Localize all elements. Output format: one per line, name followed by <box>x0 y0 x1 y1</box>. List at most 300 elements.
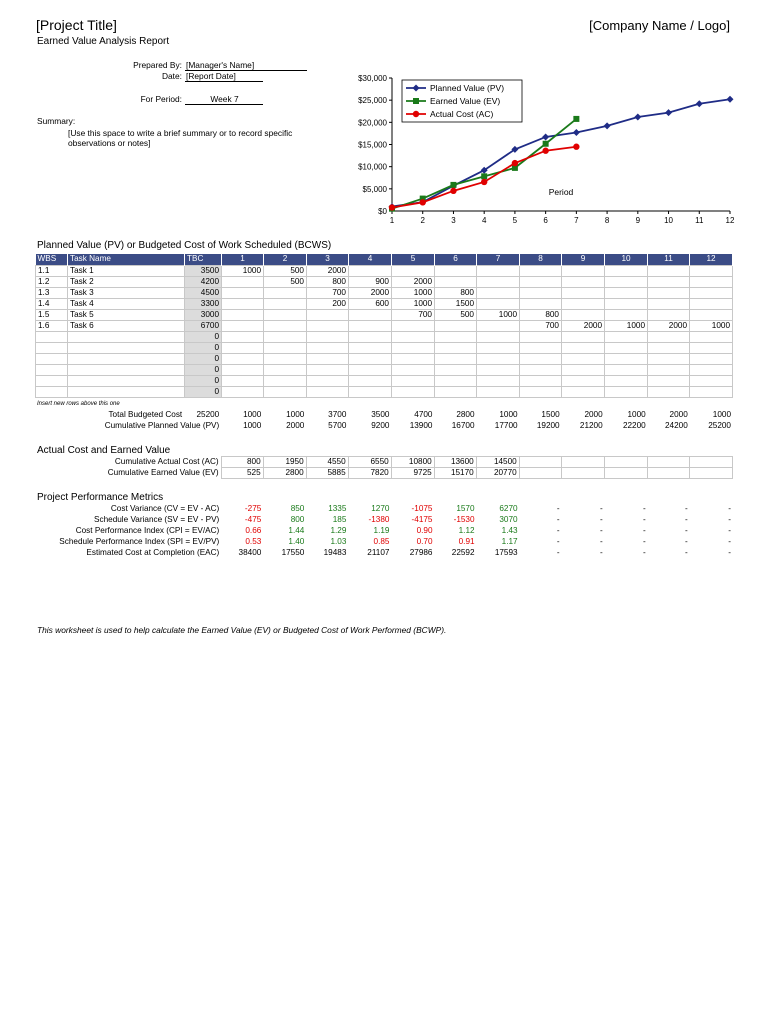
metric-value: 1.03 <box>330 536 347 546</box>
pv-cell[interactable] <box>264 375 307 386</box>
cumulative-ev-cell[interactable]: 15170 <box>434 468 476 479</box>
metric-value: -1380 <box>368 514 390 524</box>
pv-cell[interactable] <box>392 342 435 353</box>
metric-row <box>35 503 733 514</box>
pv-cell[interactable] <box>605 309 648 320</box>
pv-cell[interactable] <box>435 364 477 375</box>
total-budgeted-cell: 1000 <box>243 409 262 419</box>
pv-cell[interactable] <box>307 309 349 320</box>
pv-cell[interactable]: 800 <box>520 309 562 320</box>
pv-cell[interactable] <box>477 265 520 276</box>
pv-cell[interactable]: 2000 <box>349 287 392 298</box>
pv-cell[interactable] <box>349 265 392 276</box>
pv-cell[interactable] <box>435 386 477 397</box>
metric-value: - <box>728 525 731 535</box>
pv-cell[interactable] <box>349 309 392 320</box>
metric-value: 1.29 <box>330 525 347 535</box>
pv-cell[interactable] <box>605 276 648 287</box>
pv-cell[interactable] <box>222 353 264 364</box>
pv-cell[interactable] <box>435 276 477 287</box>
cumulative-ev-cell[interactable]: 525 <box>221 468 263 479</box>
date-field[interactable]: [Report Date] <box>185 71 263 82</box>
pv-cell[interactable] <box>477 375 520 386</box>
cumulative-ev-cell[interactable]: 5885 <box>306 468 348 479</box>
metric-value: - <box>643 547 646 557</box>
y-tick-label: $10,000 <box>358 162 387 172</box>
metric-label: Schedule Variance (SV = EV - PV) <box>94 514 220 524</box>
pv-cell[interactable] <box>307 331 349 342</box>
pv-cell[interactable] <box>307 342 349 353</box>
x-tick-label: 4 <box>481 216 487 225</box>
pv-cell[interactable] <box>392 265 435 276</box>
cumulative-ev-cell[interactable]: 2800 <box>263 468 306 479</box>
pv-cell[interactable]: 700 <box>520 320 562 331</box>
pv-data-point <box>665 109 672 116</box>
x-tick-label: 9 <box>635 216 641 225</box>
task-name-cell[interactable] <box>68 386 185 397</box>
pv-cell[interactable] <box>392 375 435 386</box>
metric-value: 1335 <box>328 503 347 513</box>
cumulative-pv-cell: 2000 <box>286 420 305 430</box>
pv-cell[interactable] <box>477 331 520 342</box>
wbs-cell[interactable] <box>36 342 68 353</box>
pv-cell[interactable] <box>520 287 562 298</box>
cumulative-pv-cell: 17700 <box>494 420 518 430</box>
pv-cell[interactable]: 700 <box>307 287 349 298</box>
cumulative-ac-cell[interactable]: 800 <box>221 457 263 468</box>
pv-cell[interactable]: 800 <box>435 287 477 298</box>
total-budgeted-cell: 3700 <box>328 409 347 419</box>
pv-cell[interactable] <box>435 320 477 331</box>
tbc-cell: 0 <box>185 364 222 375</box>
pv-cell[interactable] <box>562 342 605 353</box>
pv-cell[interactable] <box>690 298 733 309</box>
pv-cell[interactable] <box>648 309 690 320</box>
pv-cell[interactable]: 1000 <box>605 320 648 331</box>
wbs-cell[interactable] <box>36 353 68 364</box>
metric-value: 0.90 <box>416 525 433 535</box>
pv-cell[interactable] <box>520 364 562 375</box>
y-tick-label: $20,000 <box>358 118 387 128</box>
pv-cell[interactable] <box>648 375 690 386</box>
pv-cell[interactable] <box>477 276 520 287</box>
pv-cell[interactable] <box>605 287 648 298</box>
pv-cell[interactable] <box>690 265 733 276</box>
metric-value: - <box>685 525 688 535</box>
pv-cell[interactable] <box>264 287 307 298</box>
task-name-cell[interactable]: Task 3 <box>68 287 185 298</box>
pv-cell[interactable] <box>605 386 648 397</box>
metric-value: 1.43 <box>501 525 518 535</box>
pv-cell[interactable] <box>349 386 392 397</box>
total-tbc-value: 25200 <box>196 409 220 419</box>
pv-cell[interactable] <box>264 298 307 309</box>
pv-cell[interactable]: 1000 <box>690 320 733 331</box>
pv-cell[interactable] <box>222 320 264 331</box>
pv-cell[interactable] <box>690 287 733 298</box>
cumulative-pv-cell: 19200 <box>536 420 560 430</box>
pv-cell[interactable] <box>605 331 648 342</box>
total-budgeted-cell: 1000 <box>712 409 731 419</box>
pv-cell[interactable] <box>477 364 520 375</box>
pv-cell[interactable] <box>392 386 435 397</box>
cumulative-ev-cell[interactable]: 20770 <box>476 468 519 479</box>
metric-value: 0.91 <box>458 536 475 546</box>
pv-cell[interactable] <box>349 342 392 353</box>
pv-cell[interactable] <box>264 386 307 397</box>
pv-cell[interactable] <box>648 298 690 309</box>
pv-cell[interactable] <box>349 353 392 364</box>
pv-cell[interactable] <box>435 342 477 353</box>
pv-cell[interactable] <box>648 265 690 276</box>
x-tick-label: 1 <box>389 216 395 225</box>
total-budgeted-cost-row <box>35 409 733 420</box>
cumulative-ac-cell[interactable] <box>519 457 561 468</box>
pv-cell[interactable] <box>264 342 307 353</box>
tbc-cell: 0 <box>185 375 222 386</box>
pv-cell[interactable] <box>648 276 690 287</box>
footnote: This worksheet is used to help calculate the Earned Value (EV) or Budgeted Cost of Work Performed (BCWP). <box>37 625 447 635</box>
metric-value: - <box>556 514 560 524</box>
tbc-cell: 0 <box>185 342 222 353</box>
tbc-cell: 4500 <box>185 287 222 298</box>
pv-cell[interactable] <box>520 375 562 386</box>
wbs-cell[interactable]: 1.2 <box>36 276 68 287</box>
pv-cell[interactable] <box>562 298 605 309</box>
pv-cell[interactable] <box>690 309 733 320</box>
pv-cell[interactable] <box>435 375 477 386</box>
y-tick-label: $25,000 <box>358 96 387 106</box>
metric-value: - <box>643 503 646 513</box>
pv-cell[interactable] <box>435 353 477 364</box>
total-budgeted-cell: 2000 <box>669 409 688 419</box>
pv-cell[interactable] <box>392 353 435 364</box>
prepared-by-field[interactable]: [Manager's Name] <box>185 60 307 71</box>
pv-cell[interactable] <box>605 353 648 364</box>
pv-cell[interactable] <box>562 287 605 298</box>
cumulative-ac-cell[interactable]: 6550 <box>348 457 391 468</box>
wbs-cell[interactable]: 1.1 <box>36 265 68 276</box>
cumulative-ev-cell[interactable] <box>647 468 689 479</box>
pv-cell[interactable]: 700 <box>392 309 435 320</box>
metric-value: 3070 <box>499 514 518 524</box>
pv-cell[interactable]: 2000 <box>648 320 690 331</box>
pv-cell[interactable] <box>690 342 733 353</box>
ac-ev-table <box>35 456 733 479</box>
metric-value: -4175 <box>411 514 433 524</box>
pv-cell[interactable] <box>648 386 690 397</box>
total-budgeted-cell: 1000 <box>286 409 305 419</box>
pv-cell[interactable]: 800 <box>307 276 349 287</box>
table-row <box>36 287 733 298</box>
wbs-cell[interactable] <box>36 386 68 397</box>
x-tick-label: 12 <box>725 216 735 225</box>
metric-value: 1.19 <box>373 525 390 535</box>
pv-cell[interactable] <box>690 353 733 364</box>
task-name-cell[interactable]: Task 4 <box>68 298 185 309</box>
table-row <box>36 320 733 331</box>
cumulative-ac-cell[interactable]: 4550 <box>306 457 348 468</box>
ac-data-point <box>512 160 518 166</box>
total-budgeted-cell: 1500 <box>541 409 560 419</box>
pv-cell[interactable] <box>605 375 648 386</box>
pv-cell[interactable] <box>648 353 690 364</box>
pv-cell[interactable] <box>477 353 520 364</box>
pv-cell[interactable] <box>222 342 264 353</box>
tbc-cell: 0 <box>185 386 222 397</box>
tbc-cell: 3500 <box>185 265 222 276</box>
pv-cell[interactable] <box>264 331 307 342</box>
pv-cell[interactable] <box>222 375 264 386</box>
pv-cell[interactable]: 500 <box>264 265 307 276</box>
cumulative-ev-cell[interactable]: 9725 <box>391 468 434 479</box>
date-label: Date: <box>161 71 182 81</box>
pv-cell[interactable] <box>562 331 605 342</box>
x-tick-label: 7 <box>574 216 579 225</box>
pv-cell[interactable] <box>222 331 264 342</box>
metric-value: - <box>599 514 603 524</box>
pv-cell[interactable]: 1500 <box>435 298 477 309</box>
task-name-cell[interactable] <box>68 331 185 342</box>
pv-cell[interactable] <box>562 364 605 375</box>
cumulative-ac-cell[interactable]: 13600 <box>434 457 476 468</box>
pv-cell[interactable]: 1000 <box>477 309 520 320</box>
wbs-cell[interactable] <box>36 375 68 386</box>
cumulative-pv-row <box>35 420 733 431</box>
prepared-by-label: Prepared By: <box>133 60 182 70</box>
cumulative-ev-cell[interactable] <box>604 468 647 479</box>
metric-value: - <box>556 503 560 513</box>
pv-cell[interactable] <box>520 353 562 364</box>
pv-cell[interactable] <box>477 320 520 331</box>
pv-legend-label: Planned Value (PV) <box>430 83 505 93</box>
pv-cell[interactable] <box>392 364 435 375</box>
pv-cell[interactable] <box>648 331 690 342</box>
cumulative-ac-cell[interactable]: 14500 <box>476 457 519 468</box>
pv-cell[interactable] <box>562 386 605 397</box>
summary-text[interactable]: [Use this space to write a brief summary or to record specific observations or notes] <box>68 128 293 148</box>
pv-cell[interactable] <box>648 364 690 375</box>
task-name-cell[interactable] <box>68 375 185 386</box>
ev-legend-label: Earned Value (EV) <box>430 96 501 106</box>
task-name-cell[interactable] <box>68 342 185 353</box>
header-period-9: 9 <box>562 254 605 265</box>
metric-value: - <box>556 525 560 535</box>
pv-cell[interactable]: 900 <box>349 276 392 287</box>
metrics-section-title: Project Performance Metrics <box>37 492 164 503</box>
x-tick-label: 10 <box>664 216 673 225</box>
metric-value: -275 <box>244 503 262 513</box>
pv-cell[interactable]: 2000 <box>307 265 349 276</box>
ev-data-point <box>481 173 487 179</box>
wbs-cell[interactable]: 1.3 <box>36 287 68 298</box>
table-row <box>36 375 733 386</box>
pv-cell[interactable] <box>222 287 264 298</box>
pv-cell[interactable] <box>349 364 392 375</box>
task-name-cell[interactable] <box>68 353 185 364</box>
pv-cell[interactable] <box>648 342 690 353</box>
pv-cell[interactable]: 1000 <box>392 298 435 309</box>
x-tick-label: 5 <box>512 216 518 225</box>
total-budgeted-cell: 2000 <box>584 409 603 419</box>
pv-cell[interactable] <box>349 320 392 331</box>
y-tick-label: $15,000 <box>358 140 387 150</box>
cumulative-ac-cell[interactable]: 10800 <box>391 457 434 468</box>
pv-cell[interactable] <box>690 375 733 386</box>
pv-cell[interactable] <box>307 353 349 364</box>
total-budgeted-cell: 1000 <box>499 409 518 419</box>
wbs-cell[interactable] <box>36 364 68 375</box>
header-period-7: 7 <box>477 254 520 265</box>
pv-cell[interactable]: 2000 <box>562 320 605 331</box>
ac-data-point <box>481 179 487 185</box>
metric-value: 1.17 <box>501 536 518 546</box>
cumulative-ev-cell[interactable] <box>519 468 561 479</box>
task-name-cell[interactable]: Task 6 <box>68 320 185 331</box>
cumulative-ev-cell[interactable]: 7820 <box>348 468 391 479</box>
pv-cell[interactable] <box>392 331 435 342</box>
cumulative-ac-cell[interactable] <box>647 457 689 468</box>
pv-cell[interactable]: 500 <box>264 276 307 287</box>
cumulative-ac-cell[interactable] <box>561 457 604 468</box>
pv-cell[interactable] <box>264 320 307 331</box>
cumulative-ev-cell[interactable] <box>689 468 732 479</box>
cumulative-ev-row <box>35 468 733 479</box>
pv-cell[interactable]: 600 <box>349 298 392 309</box>
pv-cell[interactable] <box>520 386 562 397</box>
pv-cell[interactable]: 1000 <box>392 287 435 298</box>
pv-cell[interactable] <box>520 331 562 342</box>
period-field[interactable]: Week 7 <box>185 94 263 105</box>
pv-cell[interactable]: 1000 <box>222 265 264 276</box>
task-name-cell[interactable] <box>68 364 185 375</box>
pv-cell[interactable] <box>392 320 435 331</box>
pv-totals-table <box>35 409 733 431</box>
pv-cell[interactable] <box>605 265 648 276</box>
metric-value: 1.44 <box>288 525 305 535</box>
wbs-cell[interactable]: 1.5 <box>36 309 68 320</box>
metric-value: 27986 <box>409 547 433 557</box>
task-name-cell[interactable]: Task 5 <box>68 309 185 320</box>
metric-value: 800 <box>290 514 305 524</box>
pv-cell[interactable] <box>264 309 307 320</box>
ac-legend-label: Actual Cost (AC) <box>430 109 494 119</box>
metric-value: - <box>728 536 731 546</box>
pv-cell[interactable] <box>222 364 264 375</box>
pv-cell[interactable]: 200 <box>307 298 349 309</box>
metric-value: - <box>685 536 688 546</box>
pv-data-point <box>696 100 703 107</box>
pv-cell[interactable] <box>605 364 648 375</box>
pv-cell[interactable] <box>562 353 605 364</box>
ev-data-point <box>573 116 579 122</box>
metric-label: Schedule Performance Index (SPI = EV/PV) <box>59 536 220 546</box>
header-period-1: 1 <box>222 254 264 265</box>
pv-cell[interactable] <box>520 342 562 353</box>
pv-cell[interactable] <box>435 331 477 342</box>
cumulative-pv-label: Cumulative Planned Value (PV) <box>104 420 220 430</box>
x-tick-label: 11 <box>695 216 704 225</box>
pv-cell[interactable] <box>605 298 648 309</box>
cumulative-ac-cell[interactable]: 1950 <box>263 457 306 468</box>
pv-cell[interactable]: 500 <box>435 309 477 320</box>
tbc-cell: 0 <box>185 353 222 364</box>
table-row <box>36 342 733 353</box>
header-period-8: 8 <box>520 254 562 265</box>
pv-cell[interactable] <box>264 353 307 364</box>
pv-cell[interactable] <box>690 331 733 342</box>
cumulative-ac-cell[interactable] <box>689 457 732 468</box>
pv-cell[interactable] <box>562 276 605 287</box>
pv-cell[interactable] <box>307 386 349 397</box>
y-tick-label: $5,000 <box>362 184 387 194</box>
pv-cell[interactable] <box>307 320 349 331</box>
pv-cell[interactable] <box>605 342 648 353</box>
metric-value: - <box>599 536 603 546</box>
cumulative-ac-cell[interactable] <box>604 457 647 468</box>
metric-value: 17593 <box>494 547 518 557</box>
metric-value: 22592 <box>451 547 475 557</box>
pv-cell[interactable] <box>264 364 307 375</box>
pv-cell[interactable] <box>307 375 349 386</box>
pv-cell[interactable] <box>222 298 264 309</box>
tbc-cell: 4200 <box>185 276 222 287</box>
task-name-cell[interactable]: Task 2 <box>68 276 185 287</box>
pv-cell[interactable] <box>690 386 733 397</box>
pv-cell[interactable] <box>222 276 264 287</box>
pv-cell[interactable] <box>477 386 520 397</box>
pv-cell[interactable] <box>690 364 733 375</box>
cumulative-ev-cell[interactable] <box>561 468 604 479</box>
y-tick-label: $30,000 <box>358 74 387 83</box>
cumulative-pv-cell: 1000 <box>243 420 262 430</box>
ac-data-point <box>389 204 395 210</box>
task-name-cell[interactable]: Task 1 <box>68 265 185 276</box>
pv-cell[interactable] <box>349 375 392 386</box>
pv-cell[interactable] <box>562 375 605 386</box>
wbs-cell[interactable]: 1.6 <box>36 320 68 331</box>
pv-cell[interactable] <box>435 265 477 276</box>
ac-section-title: Actual Cost and Earned Value <box>37 445 171 456</box>
pv-cell[interactable] <box>520 298 562 309</box>
table-row <box>36 309 733 320</box>
pv-cell[interactable] <box>690 276 733 287</box>
pv-cell[interactable] <box>477 342 520 353</box>
cumulative-pv-cell: 16700 <box>451 420 475 430</box>
pv-cell[interactable] <box>477 298 520 309</box>
metric-value: 850 <box>290 503 305 513</box>
pv-cell[interactable] <box>648 287 690 298</box>
pv-data-point <box>604 122 611 129</box>
pv-cell[interactable] <box>520 265 562 276</box>
pv-cell[interactable]: 2000 <box>392 276 435 287</box>
pv-cell[interactable] <box>562 265 605 276</box>
total-budgeted-cell: 2800 <box>456 409 475 419</box>
pv-cell[interactable] <box>477 287 520 298</box>
metrics-table <box>35 503 733 558</box>
pv-cell[interactable] <box>562 309 605 320</box>
pv-data-point <box>542 133 549 140</box>
pv-cell[interactable] <box>307 364 349 375</box>
pv-cell[interactable] <box>222 309 264 320</box>
wbs-cell[interactable]: 1.4 <box>36 298 68 309</box>
wbs-cell[interactable] <box>36 331 68 342</box>
pv-cell[interactable] <box>349 331 392 342</box>
pv-cell[interactable] <box>222 386 264 397</box>
pv-data-point <box>634 114 641 121</box>
pv-cell[interactable] <box>520 276 562 287</box>
tbc-cell: 0 <box>185 331 222 342</box>
